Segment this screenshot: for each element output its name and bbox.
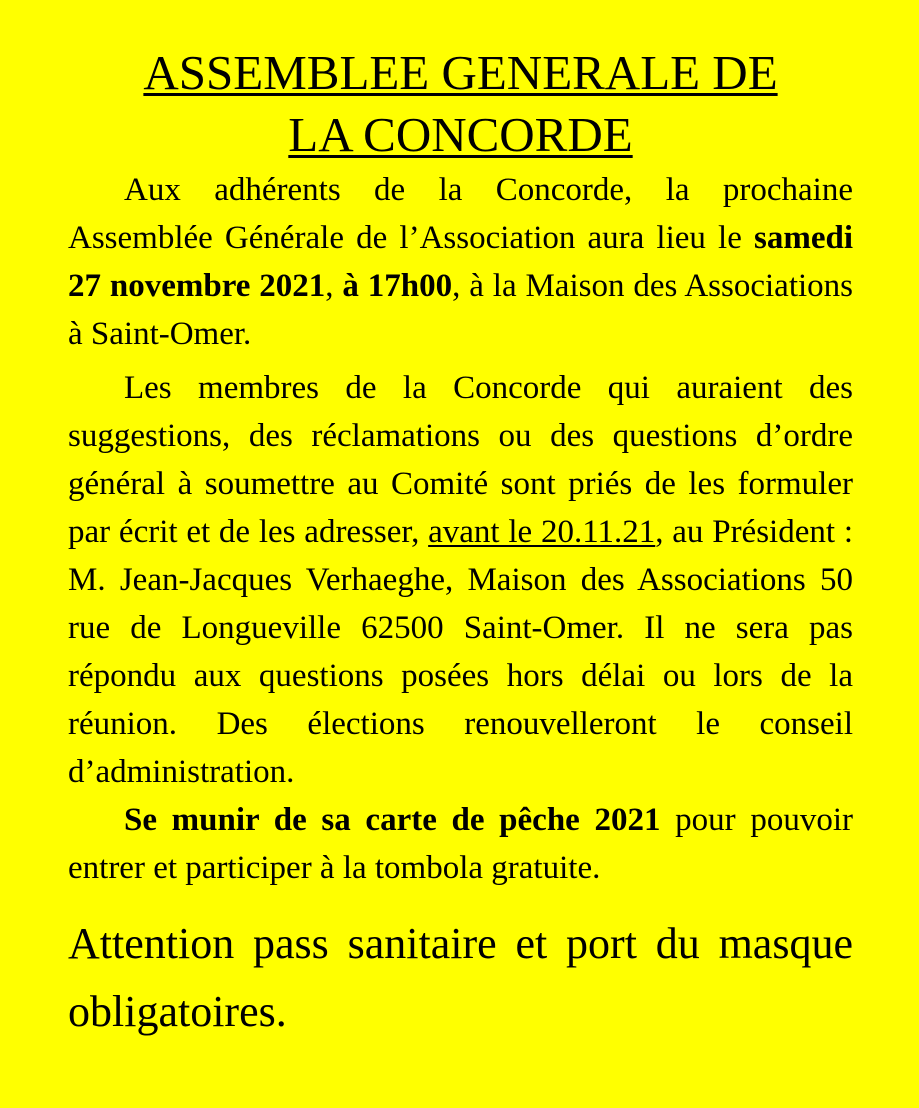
fishing-card-requirement: Se munir de sa carte de pêche 2021 — [124, 802, 661, 838]
meeting-location: , à la Maison des Associations à Saint-Omer. — [68, 268, 854, 352]
title-line-1: ASSEMBLEE GENERALE DE — [143, 45, 778, 100]
notice-title — [68, 42, 853, 166]
meeting-date: samedi 27 novembre 2021 — [68, 220, 853, 304]
fishing-card-paragraph — [68, 796, 853, 892]
questions-paragraph — [68, 364, 853, 796]
meeting-announcement-paragraph — [68, 166, 853, 358]
tombola-text: pour pouvoir entrer et participer à la tombola gratuite. — [68, 802, 853, 886]
date-separator: , — [325, 268, 343, 304]
questions-text: Les membres de la Concorde qui auraient des suggestions, des réclamations ou des questions d’ordre général à soumettre au Comité sont priés de les formuler par écrit et de les adresser, — [68, 370, 853, 550]
health-pass-warning: Attention pass sanitaire et port du masque obligatoires. — [68, 919, 853, 1036]
questions-deadline: avant le 20.11.21 — [428, 514, 656, 550]
announcement-text: Aux adhérents de la Concorde, la prochaine Assemblée Générale de l’Association aura lieu le — [68, 172, 853, 256]
title-line-2: LA CONCORDE — [288, 107, 633, 162]
meeting-time: à 17h00 — [342, 268, 453, 304]
president-address-text: , au Président : M. Jean-Jacques Verhaeghe, Maison des Associations 50 rue de Longueville 62500 Saint-Omer. Il ne sera pas répondu aux questions posées hors délai ou lors de la réunion. Des élections renouvelleront le conseil d’administration. — [68, 514, 853, 790]
